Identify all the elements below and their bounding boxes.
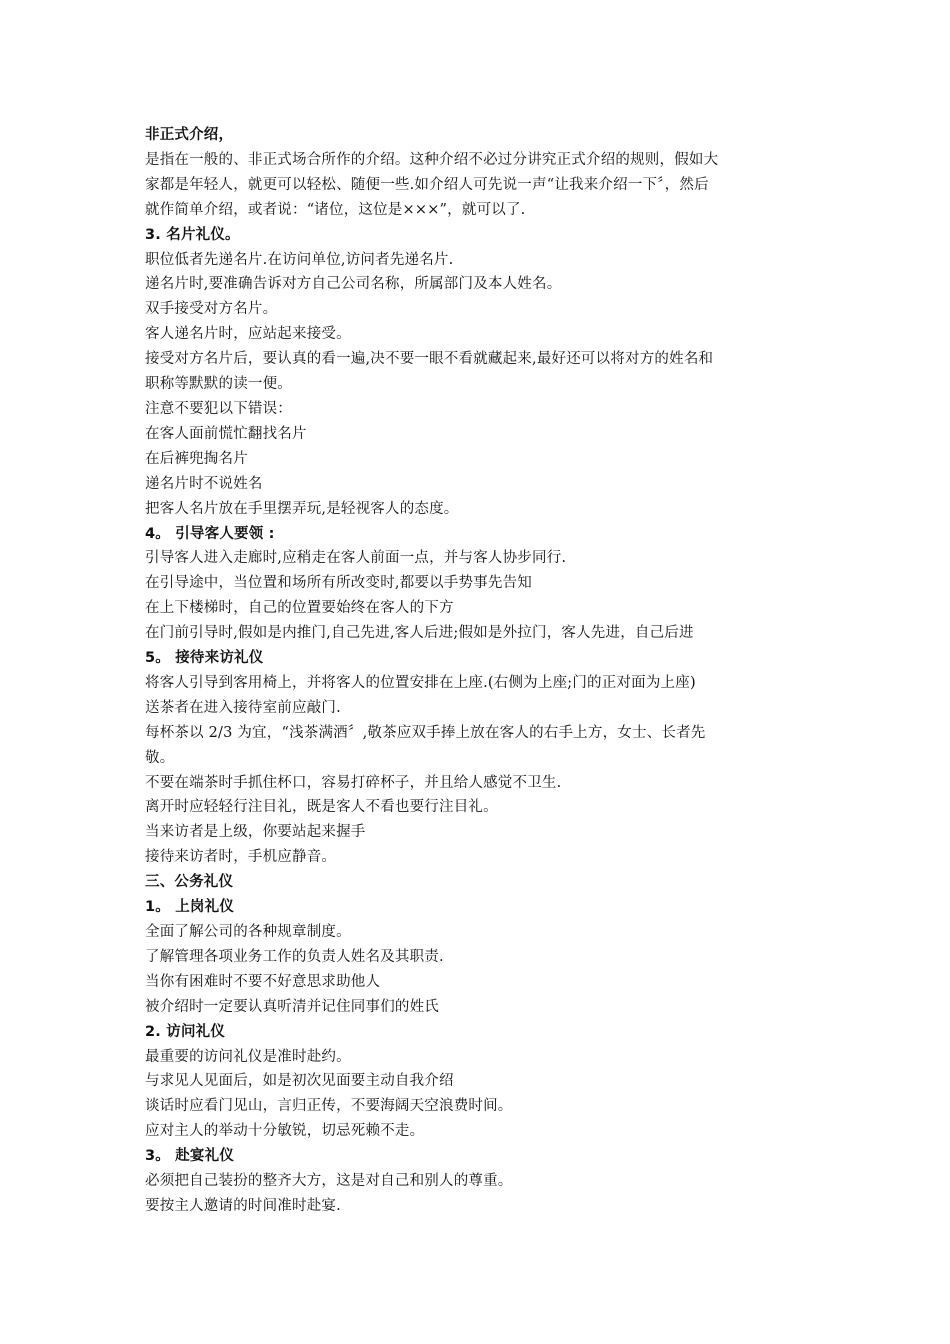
text-line: 要按主人邀请的时间准时赴宴. [145, 1197, 341, 1214]
text-line: 不要在端茶时手抓住杯口，容易打碎杯子，并且给人感觉不卫生. [145, 774, 562, 791]
text-line: 接受对方名片后，要认真的看一遍,决不要一眼不看就藏起来,最好还可以将对方的姓名和 [145, 351, 714, 368]
text-line: 职称等默默的读一便。 [145, 376, 292, 393]
text-line: 最重要的访问礼仪是准时赴约。 [145, 1048, 351, 1065]
text-line: 离开时应轻轻行注目礼，既是客人不看也要行注目礼。 [145, 799, 498, 816]
text-line: 每杯茶以 2/3 为宜，“浅茶满酒〞,敬茶应双手捧上放在客人的右手上方，女士、长者先 [145, 724, 706, 741]
section-heading: 4。 引导客人要领 : [145, 525, 275, 542]
text-line: 全面了解公司的各种规章制度。 [145, 924, 351, 940]
text-line: 在引导途中，当位置和场所有所改变时,都要以手势事先告知 [145, 575, 533, 592]
text-line: 把客人名片放在手里摆弄玩,是轻视客人的态度。 [145, 500, 459, 517]
text-line: 在上下楼梯时，自己的位置要始终在客人的下方 [145, 600, 454, 617]
section-heading: 2. 访问礼仪 [145, 1023, 226, 1040]
text-line: 谈话时应看门见山，言归正传，不要海阔天空浪费时间。 [145, 1098, 513, 1115]
text-line: 是指在一般的、非正式场合所作的介绍。这种介绍不必过分讲究正式介绍的规则，假如大 [145, 151, 719, 168]
text-line: 应对主人的举动十分敏锐，切忌死赖不走。 [145, 1123, 425, 1140]
section-heading: 3. 名片礼仪。 [145, 226, 240, 243]
text-line: 与求见人见面后，如是初次见面要主动自我介绍 [145, 1073, 454, 1090]
section-heading: 三、公务礼仪 [145, 874, 234, 891]
text-line: 送茶者在进入接待室前应敲门. [145, 699, 341, 716]
text-line: 被介绍时一定要认真听清并记住同事们的姓氏 [145, 998, 439, 1015]
text-line: 双手接受对方名片。 [145, 301, 278, 318]
section-heading: 非正式介绍， [145, 127, 234, 143]
text-line: 注意不要犯以下错误： [145, 400, 292, 417]
text-line: 敬。 [145, 749, 175, 766]
text-line: 家都是年轻人，就更可以轻松、随便一些.如介绍人可先说一声“让我来介绍一下〞，然后 [145, 176, 709, 193]
text-line: 递名片时不说姓名 [145, 475, 263, 492]
text-line: 必须把自己装扮的整齐大方，这是对自己和别人的尊重。 [145, 1173, 513, 1190]
text-line: 当来访者是上级，你要站起来握手 [145, 824, 366, 841]
text-line: 了解管理各项业务工作的负责人姓名及其职责. [145, 948, 444, 965]
text-line: 将客人引导到客用椅上，并将客人的位置安排在上座.(右侧为上座;门的正对面为上座) [145, 674, 696, 691]
text-line: 在客人面前慌忙翻找名片 [145, 425, 307, 442]
text-line: 在门前引导时,假如是内推门,自己先进,客人后进;假如是外拉门，客人先进，自己后进 [145, 625, 694, 642]
section-heading: 5。 接待来访礼仪 [145, 650, 264, 667]
text-line: 就作简单介绍，或者说：“诸位，这位是×××”，就可以了. [145, 201, 526, 218]
section-heading: 3。 赴宴礼仪 [145, 1148, 235, 1165]
text-line: 职位低者先递名片.在访问单位,访问者先递名片. [145, 251, 454, 268]
text-line: 客人递名片时，应站起来接受。 [145, 326, 351, 343]
text-line: 递名片时,要准确告诉对方自己公司名称，所属部门及本人姓名。 [145, 276, 562, 293]
text-line: 引导客人进入走廊时,应稍走在客人前面一点，并与客人协步同行. [145, 550, 567, 567]
document-page [145, 123, 811, 1219]
text-line: 当你有困难时不要不好意思求助他人 [145, 973, 381, 990]
text-line: 在后裤兜掏名片 [145, 450, 248, 467]
text-line: 接待来访者时，手机应静音。 [145, 849, 337, 866]
section-heading: 1。 上岗礼仪 [145, 899, 235, 916]
